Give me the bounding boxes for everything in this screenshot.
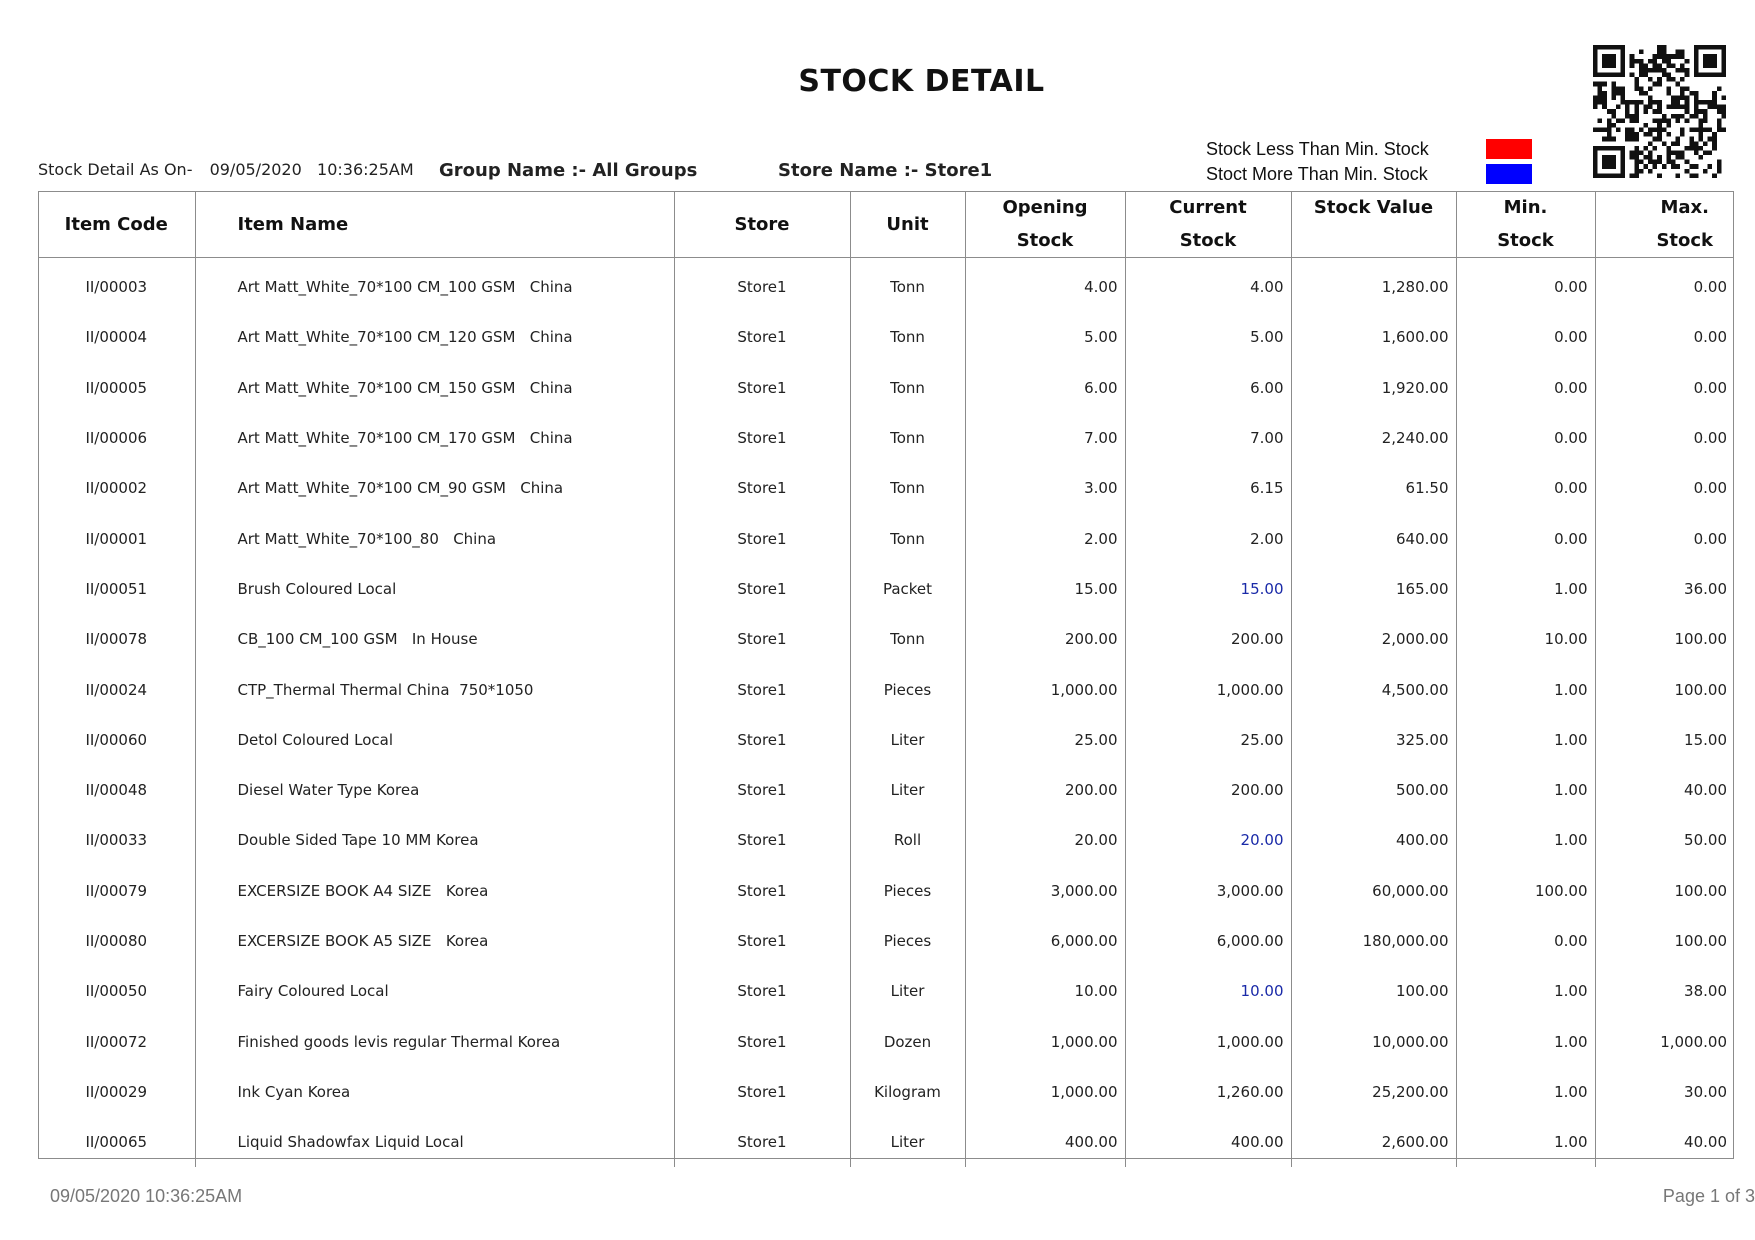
- cell-stock-value: 165.00: [1291, 564, 1456, 614]
- header-current-stock: [1125, 191, 1291, 258]
- as-on-value: 09/05/2020 10:36:25AM: [209, 160, 414, 179]
- cell-opening-stock: 10.00: [965, 966, 1125, 1016]
- cell-current-stock: 1,000.00: [1125, 664, 1291, 714]
- table-row: [38, 815, 1734, 865]
- cell-item-code: II/00080: [85, 932, 148, 950]
- table-row: [38, 312, 1734, 362]
- cell-min-stock: 1.00: [1456, 1117, 1595, 1167]
- cell-max-stock: 36.00: [1595, 564, 1734, 614]
- header-current-line1: Current: [1169, 197, 1247, 218]
- header-min-line1: Min.: [1503, 197, 1548, 218]
- header-opening-line1: Opening: [1002, 197, 1088, 218]
- footer-page-number: Page 1 of 3: [1662, 1186, 1755, 1206]
- cell-item-name: Ink Cyan Korea: [195, 1067, 674, 1117]
- cell-item-code: II/00050: [85, 982, 148, 1001]
- table-row: [38, 564, 1734, 614]
- legend-blue-swatch: [1486, 164, 1532, 184]
- cell-unit: Pieces: [850, 664, 965, 714]
- cell-current-stock: 400.00: [1125, 1117, 1291, 1167]
- table-row: [38, 765, 1734, 815]
- cell-item-name: Finished goods levis regular Thermal Korea: [195, 1016, 674, 1066]
- header-max-line1: Max.: [1660, 197, 1709, 218]
- cell-current-stock: 7.00: [1125, 413, 1291, 463]
- header-item-code: Item Code: [38, 191, 195, 258]
- legend-less-label: Stock Less Than Min. Stock: [1206, 138, 1429, 159]
- cell-store: Store1: [674, 258, 850, 313]
- cell-item-name: Art Matt_White_70*100 CM_120 GSM China: [195, 312, 674, 362]
- cell-store: Store1: [674, 564, 850, 614]
- cell-current-stock: 20.00: [1125, 815, 1291, 865]
- cell-store: Store1: [674, 463, 850, 513]
- cell-opening-stock: 200.00: [965, 614, 1125, 664]
- cell-stock-value: 500.00: [1291, 765, 1456, 815]
- table-header-row: [38, 191, 1734, 258]
- cell-current-stock: 200.00: [1125, 614, 1291, 664]
- cell-store: Store1: [674, 413, 850, 463]
- cell-item-name: CTP_Thermal Thermal China 750*1050: [195, 664, 674, 714]
- cell-unit: Liter: [850, 1117, 965, 1167]
- cell-max-stock: 0.00: [1595, 413, 1734, 463]
- cell-stock-value: 325.00: [1291, 715, 1456, 765]
- cell-item-name: EXCERSIZE BOOK A5 SIZE Korea: [195, 916, 674, 966]
- cell-stock-value: 400.00: [1291, 815, 1456, 865]
- cell-stock-value: 1,920.00: [1291, 363, 1456, 413]
- table-row: [38, 363, 1734, 413]
- cell-item-name: Brush Coloured Local: [195, 564, 674, 614]
- cell-item-name: Art Matt_White_70*100_80 China: [195, 513, 674, 563]
- cell-max-stock: 100.00: [1595, 614, 1734, 664]
- cell-item-name: Art Matt_White_70*100 CM_150 GSM China: [195, 363, 674, 413]
- cell-min-stock: 1.00: [1456, 1067, 1595, 1117]
- table-row: [38, 1016, 1734, 1066]
- cell-item-code: II/00002: [85, 479, 148, 498]
- table-row: [38, 463, 1734, 513]
- cell-min-stock: 0.00: [1456, 916, 1595, 966]
- cell-item-name: Double Sided Tape 10 MM Korea: [195, 815, 674, 865]
- cell-current-stock: 15.00: [1125, 564, 1291, 614]
- cell-opening-stock: 25.00: [965, 715, 1125, 765]
- cell-unit: Tonn: [850, 312, 965, 362]
- as-on-label: Stock Detail As On-: [38, 160, 193, 179]
- cell-item-code: II/00079: [85, 881, 148, 900]
- cell-opening-stock: 15.00: [965, 564, 1125, 614]
- cell-opening-stock: 6.00: [965, 363, 1125, 413]
- cell-item-code: II/00060: [85, 730, 148, 749]
- cell-current-stock: 10.00: [1125, 966, 1291, 1016]
- cell-stock-value: 1,280.00: [1291, 258, 1456, 313]
- cell-item-name: EXCERSIZE BOOK A4 SIZE Korea: [195, 866, 674, 916]
- cell-item-name: Fairy Coloured Local: [195, 966, 674, 1016]
- cell-item-name: CB_100 CM_100 GSM In House: [195, 614, 674, 664]
- cell-current-stock: 25.00: [1125, 715, 1291, 765]
- cell-stock-value: 2,600.00: [1291, 1117, 1456, 1167]
- table-row: [38, 513, 1734, 563]
- cell-opening-stock: 400.00: [965, 1117, 1125, 1167]
- stock-as-on: [38, 160, 414, 179]
- cell-store: Store1: [674, 664, 850, 714]
- cell-current-stock: 3,000.00: [1125, 866, 1291, 916]
- cell-max-stock: 38.00: [1595, 966, 1734, 1016]
- cell-min-stock: 1.00: [1456, 715, 1595, 765]
- cell-max-stock: 100.00: [1595, 866, 1734, 916]
- cell-store: Store1: [674, 1067, 850, 1117]
- cell-max-stock: 0.00: [1595, 312, 1734, 362]
- table-row: [38, 1117, 1734, 1167]
- cell-min-stock: 0.00: [1456, 312, 1595, 362]
- cell-min-stock: 0.00: [1456, 258, 1595, 313]
- header-min-stock: [1456, 191, 1595, 258]
- cell-item-code: II/00004: [85, 328, 148, 347]
- cell-item-name: Liquid Shadowfax Liquid Local: [195, 1117, 674, 1167]
- cell-store: Store1: [674, 1016, 850, 1066]
- cell-store: Store1: [674, 363, 850, 413]
- cell-current-stock: 1,260.00: [1125, 1067, 1291, 1117]
- cell-unit: Tonn: [850, 513, 965, 563]
- cell-unit: Pieces: [850, 866, 965, 916]
- cell-max-stock: 100.00: [1595, 664, 1734, 714]
- cell-store: Store1: [674, 1117, 850, 1167]
- cell-unit: Tonn: [850, 614, 965, 664]
- stock-table: [38, 191, 1734, 1167]
- cell-stock-value: 100.00: [1291, 966, 1456, 1016]
- cell-item-code: II/00029: [85, 1082, 148, 1101]
- cell-opening-stock: 20.00: [965, 815, 1125, 865]
- cell-max-stock: 40.00: [1595, 765, 1734, 815]
- legend-red-swatch: [1486, 139, 1532, 159]
- cell-item-code: II/00003: [85, 278, 148, 297]
- cell-max-stock: 15.00: [1595, 715, 1734, 765]
- cell-max-stock: 40.00: [1595, 1117, 1734, 1167]
- cell-unit: Liter: [850, 715, 965, 765]
- cell-min-stock: 0.00: [1456, 513, 1595, 563]
- cell-max-stock: 50.00: [1595, 815, 1734, 865]
- group-name: Group Name :- All Groups: [439, 160, 698, 181]
- cell-stock-value: 2,240.00: [1291, 413, 1456, 463]
- cell-current-stock: 4.00: [1125, 258, 1291, 313]
- cell-item-code: II/00065: [85, 1133, 148, 1152]
- cell-opening-stock: 4.00: [965, 258, 1125, 313]
- cell-unit: Tonn: [850, 463, 965, 513]
- cell-min-stock: 1.00: [1456, 966, 1595, 1016]
- cell-item-code: II/00024: [85, 680, 148, 699]
- cell-opening-stock: 5.00: [965, 312, 1125, 362]
- cell-store: Store1: [674, 513, 850, 563]
- cell-store: Store1: [674, 715, 850, 765]
- cell-item-name: Detol Coloured Local: [195, 715, 674, 765]
- cell-item-name: Art Matt_White_70*100 CM_170 GSM China: [195, 413, 674, 463]
- cell-min-stock: 0.00: [1456, 413, 1595, 463]
- header-stock-value-label: Stock Value: [1313, 197, 1434, 218]
- cell-item-name: Art Matt_White_70*100 CM_100 GSM China: [195, 258, 674, 313]
- header-min-line2: Stock: [1497, 230, 1554, 251]
- cell-min-stock: 10.00: [1456, 614, 1595, 664]
- cell-opening-stock: 1,000.00: [965, 1016, 1125, 1066]
- header-opening-line2: Stock: [1016, 230, 1074, 251]
- legend-less-than-min: [1206, 138, 1532, 160]
- cell-current-stock: 6.00: [1125, 363, 1291, 413]
- cell-opening-stock: 3.00: [965, 463, 1125, 513]
- cell-current-stock: 200.00: [1125, 765, 1291, 815]
- cell-item-code: II/00051: [85, 579, 148, 598]
- cell-item-code: II/00033: [85, 831, 148, 850]
- cell-opening-stock: 1,000.00: [965, 1067, 1125, 1117]
- header-stock-value: [1291, 191, 1456, 258]
- footer-date: 09/05/2020 10:36:25AM: [50, 1186, 243, 1206]
- cell-min-stock: 0.00: [1456, 463, 1595, 513]
- table-row: [38, 413, 1734, 463]
- cell-stock-value: 60,000.00: [1291, 866, 1456, 916]
- cell-stock-value: 2,000.00: [1291, 614, 1456, 664]
- cell-min-stock: 0.00: [1456, 363, 1595, 413]
- cell-max-stock: 100.00: [1595, 916, 1734, 966]
- cell-unit: Tonn: [850, 258, 965, 313]
- cell-store: Store1: [674, 866, 850, 916]
- cell-min-stock: 1.00: [1456, 664, 1595, 714]
- cell-opening-stock: 200.00: [965, 765, 1125, 815]
- header-store: Store: [674, 191, 850, 258]
- cell-store: Store1: [674, 966, 850, 1016]
- cell-item-code: II/00072: [85, 1032, 148, 1051]
- cell-store: Store1: [674, 312, 850, 362]
- cell-unit: Pieces: [850, 916, 965, 966]
- cell-store: Store1: [674, 614, 850, 664]
- cell-store: Store1: [674, 916, 850, 966]
- header-current-line2: Stock: [1179, 230, 1237, 251]
- cell-min-stock: 1.00: [1456, 765, 1595, 815]
- table-row: [38, 866, 1734, 916]
- cell-max-stock: 0.00: [1595, 463, 1734, 513]
- cell-opening-stock: 6,000.00: [965, 916, 1125, 966]
- cell-item-name: Art Matt_White_70*100 CM_90 GSM China: [195, 463, 674, 513]
- header-unit: Unit: [850, 191, 965, 258]
- cell-current-stock: 5.00: [1125, 312, 1291, 362]
- cell-unit: Tonn: [850, 363, 965, 413]
- cell-current-stock: 2.00: [1125, 513, 1291, 563]
- header-opening-stock: [965, 191, 1125, 258]
- table-row: [38, 664, 1734, 714]
- legend-more-label: Stoct More Than Min. Stock: [1206, 163, 1428, 184]
- table-row: [38, 1067, 1734, 1117]
- cell-unit: Dozen: [850, 1016, 965, 1066]
- cell-min-stock: 1.00: [1456, 815, 1595, 865]
- cell-stock-value: 4,500.00: [1291, 664, 1456, 714]
- cell-item-code: II/00001: [85, 529, 148, 548]
- table-row: [38, 715, 1734, 765]
- cell-item-code: II/00048: [85, 781, 148, 800]
- cell-current-stock: 6,000.00: [1125, 916, 1291, 966]
- table-row: [38, 966, 1734, 1016]
- cell-store: Store1: [674, 765, 850, 815]
- header-max-stock: [1595, 191, 1734, 258]
- report-title: STOCK DETAIL: [798, 64, 1045, 99]
- cell-max-stock: 0.00: [1595, 363, 1734, 413]
- store-name: Store Name :- Store1: [778, 160, 993, 181]
- cell-store: Store1: [674, 815, 850, 865]
- cell-stock-value: 640.00: [1291, 513, 1456, 563]
- legend-more-than-min: [1206, 163, 1532, 185]
- cell-opening-stock: 2.00: [965, 513, 1125, 563]
- cell-max-stock: 1,000.00: [1595, 1016, 1734, 1066]
- cell-unit: Packet: [850, 564, 965, 614]
- table-row: [38, 614, 1734, 664]
- cell-opening-stock: 1,000.00: [965, 664, 1125, 714]
- table-row: [38, 258, 1734, 313]
- cell-min-stock: 1.00: [1456, 1016, 1595, 1066]
- cell-opening-stock: 3,000.00: [965, 866, 1125, 916]
- cell-max-stock: 0.00: [1595, 513, 1734, 563]
- cell-item-name: Diesel Water Type Korea: [195, 765, 674, 815]
- cell-item-code: II/00078: [85, 630, 148, 649]
- cell-stock-value: 180,000.00: [1291, 916, 1456, 966]
- cell-current-stock: 1,000.00: [1125, 1016, 1291, 1066]
- cell-max-stock: 0.00: [1595, 258, 1734, 313]
- cell-unit: Roll: [850, 815, 965, 865]
- cell-item-code: II/00006: [85, 429, 148, 448]
- cell-unit: Liter: [850, 966, 965, 1016]
- cell-unit: Tonn: [850, 413, 965, 463]
- cell-stock-value: 10,000.00: [1291, 1016, 1456, 1066]
- cell-opening-stock: 7.00: [965, 413, 1125, 463]
- header-max-line2: Stock: [1656, 230, 1714, 251]
- cell-stock-value: 1,600.00: [1291, 312, 1456, 362]
- qr-code-icon: [1593, 45, 1726, 178]
- cell-unit: Liter: [850, 765, 965, 815]
- cell-stock-value: 61.50: [1291, 463, 1456, 513]
- cell-stock-value: 25,200.00: [1291, 1067, 1456, 1117]
- cell-unit: Kilogram: [850, 1067, 965, 1117]
- table-row: [38, 916, 1734, 966]
- cell-item-code: II/00005: [85, 378, 148, 397]
- header-item-name: Item Name: [195, 191, 674, 258]
- cell-max-stock: 30.00: [1595, 1067, 1734, 1117]
- cell-min-stock: 1.00: [1456, 564, 1595, 614]
- cell-current-stock: 6.15: [1125, 463, 1291, 513]
- cell-min-stock: 100.00: [1456, 866, 1595, 916]
